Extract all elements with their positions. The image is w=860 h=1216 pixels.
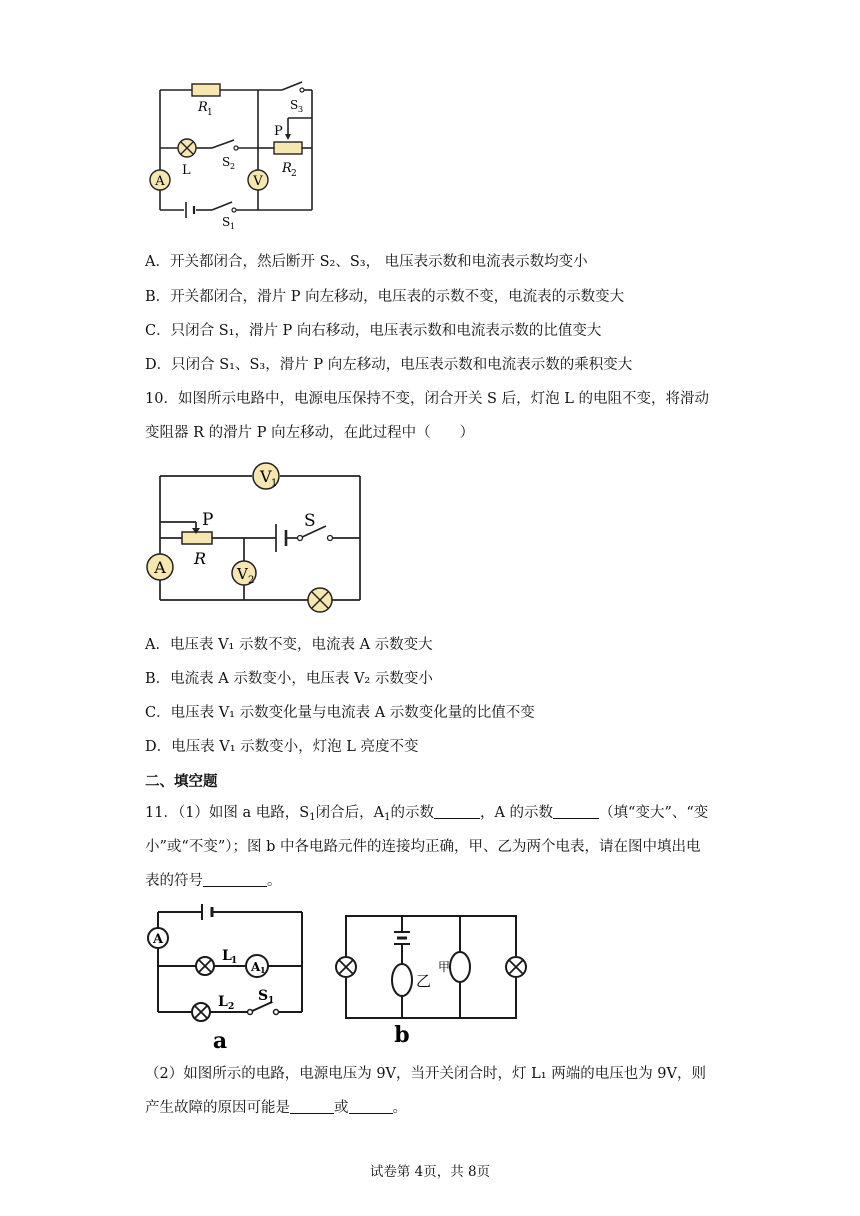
- q11-part2-or: 或: [334, 1100, 349, 1116]
- q11-line1-a-sub: 1: [309, 812, 316, 823]
- answer-blank-a1[interactable]: [434, 804, 480, 819]
- q11-line1-e: （填“变大”、“变: [599, 805, 709, 821]
- q11-part2-end: 。: [392, 1100, 407, 1116]
- r2-sub: 2: [291, 169, 297, 179]
- figure-a-caption: a: [212, 1028, 228, 1052]
- q11-line3-end: 。: [267, 873, 282, 889]
- switch-s-label: S: [304, 511, 316, 531]
- q10-circuit-diagram: [140, 458, 380, 616]
- ammeter-a-label: A: [152, 932, 164, 947]
- page-footer: 试卷第 4页，共 8页: [369, 1164, 491, 1180]
- v2-sub: 2: [248, 575, 255, 586]
- q11-line1-c: 的示数: [390, 805, 434, 821]
- v1-sub: 1: [271, 478, 278, 489]
- q11-line3-text: 表的符号: [145, 873, 203, 889]
- q11-line1-d: ，A 的示数: [479, 805, 554, 821]
- q10-option-c[interactable]: C．电压表 V₁ 示数变化量与电流表 A 示数变化量的比值不变: [145, 705, 535, 721]
- q10-option-a[interactable]: A．电压表 V₁ 示数不变，电流表 A 示数变大: [145, 637, 433, 653]
- q10-stem-line1: 10．如图所示电路中，电源电压保持不变，闭合开关 S 后，灯泡 L 的电阻不变，将滑动: [145, 391, 709, 407]
- q11-figure-a: [140, 900, 310, 1052]
- v2-label: V: [237, 565, 248, 583]
- s1-label: S: [222, 215, 231, 229]
- q11-line3: [145, 871, 282, 891]
- lamp-l1-sub: 1: [231, 956, 238, 966]
- r2-label: R: [282, 161, 292, 176]
- switch-s1-sub: 1: [268, 996, 275, 1006]
- rheostat-r-label: R: [194, 549, 207, 568]
- q10-option-d[interactable]: D．电压表 V₁ 示数变小，灯泡 L 亮度不变: [145, 739, 419, 755]
- section-title-fill-blank: 二、填空题: [145, 774, 218, 790]
- q9-option-b[interactable]: B．开关都闭合，滑片 P 向左移动，电压表的示数不变，电流表的示数变大: [145, 289, 625, 305]
- voltmeter-label: V: [253, 174, 263, 189]
- q10-option-b[interactable]: B．电流表 A 示数变小，电压表 V₂ 示数变小: [145, 671, 433, 687]
- ammeter-label: A: [154, 558, 166, 577]
- q11-line2: 小”或“不变”）；图 b 中各电路元件的连接均正确，甲、乙为两个电表，请在图中填出电: [145, 839, 701, 855]
- answer-blank-fault-1[interactable]: [290, 1099, 334, 1114]
- q11-line1: [145, 803, 708, 823]
- slider-p-label: P: [202, 510, 214, 530]
- s3-label: S: [290, 98, 299, 112]
- meter-yi-label: 乙: [416, 972, 432, 990]
- s2-label: S: [222, 155, 231, 169]
- q11-line1-b-sub: 1: [384, 812, 391, 823]
- q11-part2-line1: （2）如图所示的电路，电源电压为 9V，当开关闭合时，灯 L₁ 两端的电压也为 9V，则: [145, 1066, 706, 1082]
- answer-blank-meters[interactable]: [203, 872, 267, 887]
- r1-sub: 1: [207, 108, 213, 118]
- s2-sub: 2: [230, 162, 236, 171]
- q9-option-c[interactable]: C．只闭合 S₁，滑片 P 向右移动，电压表示数和电流表示数的比值变大: [145, 323, 602, 339]
- lamp-l2-sub: 2: [228, 1002, 235, 1012]
- switch-s1-label: S: [258, 988, 269, 1004]
- q11-line1-a: 11．（1）如图 a 电路，S: [145, 805, 310, 821]
- q11-line1-b: 闭合后，A: [315, 805, 385, 821]
- ammeter-label: A: [155, 174, 165, 189]
- q10-stem-line2: 变阻器 R 的滑片 P 向左移动，在此过程中（ ）: [145, 425, 475, 441]
- figure-b-caption: b: [394, 1022, 410, 1048]
- meter-jia-label: 甲: [438, 960, 451, 974]
- q11-part2-line2: [145, 1098, 407, 1118]
- q11-figure-b: [330, 906, 530, 1052]
- q9-circuit-diagram: [140, 78, 340, 238]
- s3-sub: 3: [298, 105, 304, 114]
- r1-label: R: [198, 100, 208, 115]
- lamp-l1-label: L: [222, 948, 232, 964]
- slider-p-label: P: [274, 124, 283, 139]
- q9-option-d[interactable]: D．只闭合 S₁、S₃，滑片 P 向左移动，电压表示数和电流表示数的乘积变大: [145, 357, 633, 373]
- q11-part2-line2-text: 产生故障的原因可能是: [145, 1100, 290, 1116]
- q9-option-a[interactable]: A．开关都闭合，然后断开 S₂、S₃， 电压表示数和电流表示数均变小: [145, 254, 588, 270]
- lamp-l-label: L: [182, 163, 191, 178]
- ammeter-a1-sub: 1: [260, 965, 266, 975]
- v1-label: V: [260, 467, 272, 486]
- answer-blank-a[interactable]: [553, 804, 599, 819]
- answer-blank-fault-2[interactable]: [349, 1099, 393, 1114]
- s1-sub: 1: [230, 222, 236, 231]
- lamp-l2-label: L: [218, 994, 228, 1010]
- ammeter-a1-label: A: [251, 960, 261, 974]
